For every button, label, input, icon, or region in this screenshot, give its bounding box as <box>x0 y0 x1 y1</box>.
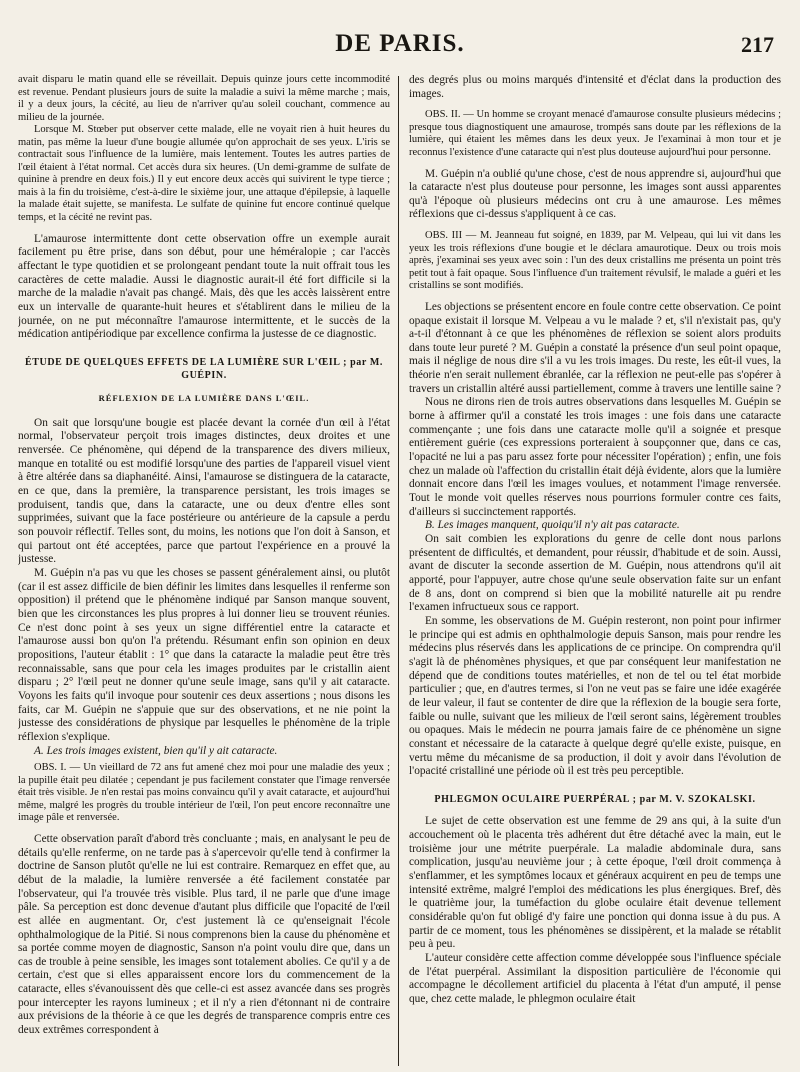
paragraph: Le sujet de cette observation est une femme de 29 ans qui, à la suite d'un accouchement où le placenta très adhérent dut être détaché avec la main, eut le troisième jour une métrite puerpérale. La maladie abdominale dura, sans complication, jusqu'au neuvième jour ; à cette époque, l'œil droit commença à s'enflammer, et les symptômes locaux et généraux acquirent en peu de temps une intensité extrême, malgré l'emploi des médications les plus énergiques. Bref, dès le quatrième jour, la tuméfaction du globe oculaire était devenue tellement considérable qu'on fut obligé d'y faire une ponction qui donna issue à du pus. A partir de ce moment, tous les phénomènes se dissipèrent, et la malade se rétablit peu à peu. <box>409 815 781 951</box>
paragraph: Cette observation paraît d'abord très concluante ; mais, en analysant le peu de détails qu'elle renferme, on ne tarde pas à s'apercevoir qu'elle tend à confirmer la doctrine de Sanson plutôt qu'elle ne lui est contraire. Remarquez en effet que, au début de la maladie, la lumière renversée a été facilement constatée par l'observateur, qui l'a trouvée très visible. Plus tard, il ne parle que d'une image pâle. Sa perception est donc devenue d'autant plus difficile que l'opacité de l'œil est allée en augmentant. Or, c'est justement là ce qu'enseignait l'école ophthalmologique de la Pitié. Si nous comprenons bien la cause du phénomène et sa portée comme moyen de diagnostic, Sanson n'a point voulu dire que, dans un cas de trouble à peine sensible, les images sont totalement abolies. Ce qu'il y a de certain, c'est que si elles apparaissent encore lors du commencement de la cataracte, elles s'évanouissent dès que celle-ci est assez avancée dans ses progrès pour intercepter les rayons lumineux ; et il n'y a rien d'étonnant ni de contraire aux prévisions de la théorie à ce que les degrés de transparence compris entre ces deux extrêmes correspondent à <box>18 832 390 1037</box>
observation: OBS. I. — Un vieillard de 72 ans fut amené chez moi pour une maladie des yeux ; la pupille était peu dilatée ; cependant je pus facilement constater que l'image renversée était très visible. Je n'en restai pas moins convaincu qu'il y avait cataracte, et aujourd'hui même, malgré les progrès du trouble intérieur de l'œil, l'on peut encore reconnaître une image pâle et renversée. <box>18 762 390 824</box>
paragraph: M. Guépin n'a pas vu que les choses se passent généralement ainsi, ou plutôt (car il est assez difficile de bien définir les limites dans lesquelles il renferme son opposition) il prétend que le phénomène indiqué par Sanson manque souvent, bien que les circonstances les plus propres à lui donner lieu se trouvent réunies. Ce n'est donc point à ses yeux un signe différentiel entre la cataracte et l'amaurose aussi bon qu'on l'a prétendu. Résumant enfin son opinion en deux propositions, l'auteur établit : 1° que dans la cataracte la maladie peut être très reconnaissable, sans que pour cela les images produites par le cristallin aient disparu ; 2° l'œil peut ne donner qu'une seule image, sans qu'il y ait cataracte. Voyons les faits qu'il invoque pour soutenir ces deux assertions ; nous disons les faits, car M. Guépin ne s'appuie que sur des observations, et ne nie point la justesse des considérations de physique par lesquelles le phénomène de la triple réflexion s'explique. <box>18 567 390 743</box>
paragraph: En somme, les observations de M. Guépin resteront, non point pour infirmer le principe qui est admis en ophthalmologie depuis Sanson, mais pour rendre les médecins plus réservés dans les applications de ce principe. On comprendra qu'il s'agit là de phénomènes physiques, et que par conséquent leur manifestation ne dépend que de conditions toutes matérielles, et non de tel ou tel état morbide particulier ; que, en d'autres termes, si l'on ne veut pas se faire une idée exagérée de leur valeur, il faut se contenter de dire que la réflexion de la bougie sera forte, faible ou nulle, suivant que les milieux de l'œil seront sains, légèrement troubles ou opaques. Mais le médecin ne pourra jamais faire de ce phénomène un signe constant et nécessaire de la cataracte à quelque degré qu'elle existe, puisque, en vertu même du mécanisme de sa production, il doit y avoir dans l'évolution de l'opacité cristalliné une période où il est très peu perceptible. <box>409 614 781 778</box>
subsection-heading: A. Les trois images existent, bien qu'il y ait cataracte. <box>34 744 278 757</box>
article-title: PHLEGMON OCULAIRE PUERPÉRAL ; par M. V. SZOKALSKI. <box>434 793 756 805</box>
article-title: ÉTUDE DE QUELQUES EFFETS DE LA LUMIÈRE SUR L'ŒIL ; par M. GUÉPIN. <box>25 356 383 382</box>
page-header <box>18 0 782 64</box>
left-column <box>18 74 398 1066</box>
observation: OBS. II. — Un homme se croyant menacé d'amaurose consulte plusieurs médecins ; presque tous diagnostiquent une amaurose, trompés sans doute par les réflexions de la lumière, qui étaient les mêmes dans les deux yeux. Je l'examinai à mon tour et je reconnus l'existence d'une cataracte qui n'est plus douteuse aujourd'hui pour personne. <box>409 109 781 158</box>
observation: OBS. III — M. Jeanneau fut soigné, en 1839, par M. Velpeau, qui lui vit dans les yeux les trois réflexions d'une bougie et le déclara amaurotique. Deux ou trois mois après, j'examinai ses yeux avec soin : l'un des deux cristallins me présenta un point très petit tout à fait opaque. Sous l'influence d'un traitement révulsif, le malade a guéri et les cristallins se sont modifiés. <box>409 230 781 292</box>
running-title: DE PARIS. <box>335 30 465 57</box>
right-column <box>399 74 781 1066</box>
paragraph: L'amaurose intermittente dont cette observation offre un exemple aurait facilement pu être prise, dans son début, pour une héméralopie ; car l'accès affectant le type quotidien et se prolongeant pendant toute la nuit offrait tous les caractères de cette maladie. Aussi le diagnostic aurait-il été fort difficile si la marche de la maladie n'avait pas changé. Mais, dès que les accès laissèrent entre eux un intervalle de quarante-huit heures et s'établirent dans le milieu de la journée, on ne put méconnaître l'amaurose intermittente, et le succès de la médication antipériodique par excellence confirma la justesse de ce diagnostic. <box>18 232 390 341</box>
paragraph: des degrés plus ou moins marqués d'intensité et d'éclat dans la production des images. <box>409 74 781 100</box>
paragraph: On sait que lorsqu'une bougie est placée devant la cornée d'un œil à l'état normal, l'observateur perçoit trois images distinctes, deux droites et une renversée. Ce phénomène, qui dépend de la transparence des divers milieux, manque en totalité ou est modifié lorsqu'une des parties de l'appareil visuel vient à être altérée dans sa diaphanéité. Ainsi, l'amaurose se distinguera de la cataracte, en ce que, dans la première, la transparence persistant, les trois images se produisent, tandis que, dans la cataracte, une ou deux d'entre elles sont supprimées, suivant que la face postérieure ou antérieure de la capsule a perdu son pouvoir réflectif. Telles sont, du moins, les notions que l'on doit à Sanson, et qui partout ont été acceptées, parce que partout l'expérience en a prouvé la justesse. <box>18 416 390 566</box>
two-column-body <box>18 74 782 1066</box>
article-subtitle: RÉFLEXION DE LA LUMIÈRE DANS L'ŒIL. <box>98 393 310 404</box>
subsection-heading: B. Les images manquent, quoiqu'il n'y ait pas cataracte. <box>425 519 680 532</box>
paragraph: Nous ne dirons rien de trois autres observations dans lesquelles M. Guépin se borne à affirmer qu'il a constaté les trois images : une fois dans une cataracte commençante ; une fois dans une cataracte molle qu'il a soignée et presque entièrement guérie (ces expressions porteraient à soupçonner que, dans ce cas, l'opacité ne lui a pas paru assez forte pour nécessiter l'opération) ; enfin, une fois chez un malade où l'affection du cristallin était déjà évidente, alors que la lumière donnait encore dans l'œil les images voulues, et notamment l'image renversée. Tout le monde voit quelles réserves nous pourrions formuler contre ces faits, d'ailleurs si succinctement rapportés. <box>409 396 781 518</box>
paragraph: M. Guépin n'a oublié qu'une chose, c'est de nous apprendre si, aujourd'hui que la cataracte n'est plus douteuse pour personne, les images sont aussi apparentes qu'à l'époque où plusieurs médecins ont cru à une amaurose. Les mêmes réflexions que ci-dessus s'appliquent à ce cas. <box>409 167 781 221</box>
paragraph: On sait combien les explorations du genre de celle dont nous parlons présentent de difficultés, et demandent, pour réussir, d'habitude et de soin. Aussi, avant de discuter la seconde assertion de M. Guépin, nous attendrons qu'il ait apporté, pour l'appuyer, autre chose qu'une seule observation faite sur un enfant de 8 ans, dont on comprend si bien que la mobilité naturelle ait pu rendre l'examen infructueux sous ce rapport. <box>409 533 781 614</box>
paragraph: L'auteur considère cette affection comme développée sous l'influence spéciale de l'état puerpéral. Assimilant la disposition particulière de l'économie qui accompagne le décollement artificiel du placenta à l'état d'un amputé, il pense que, chez cette malade, le phlegmon oculaire était <box>409 952 781 1006</box>
page-number: 217 <box>741 32 774 57</box>
paragraph: avait disparu le matin quand elle se réveillait. Depuis quinze jours cette incommodité est revenue. Pendant plusieurs jours de suite la maladie a suivi la même marche ; mais, il y a deux jours, la cécité, au lieu de n'arriver qu'au soleil couchant, commence au milieu de la journée. <box>18 74 390 123</box>
paragraph: Lorsque M. Stœber put observer cette malade, elle ne voyait rien à huit heures du matin, pas même la lueur d'une bougie allumée qu'on approchait de ses yeux. L'iris se contractait sous l'influence de la lumière, mais lentement. Toutes les autres parties de l'œil étaient à l'état normal. Cet accès dura six heures. (Un demi-gramme de sulfate de quinine à prendre en deux fois.) Il y eut encore deux accès qui suivirent le type tierce ; mais à la fin du troisième, c'est-à-dire le sixième jour, une attaque d'épilepsie, à laquelle la malade était sujette, se manifesta. Le sulfate de quinine fut encore continué quelque temps, et la cécité ne revint pas. <box>18 124 390 224</box>
paragraph: Les objections se présentent encore en foule contre cette observation. Ce point opaque existait il lorsque M. Velpeau a vu le malade ? et, s'il n'existait pas, qu'y a-t-il d'étonnant à ce que les phénomènes de réflexion se soient alors produits dans toute leur pureté ? M. Guépin a constaté la présence d'un seul point opaque, mais il néglige de nous dire s'il a vu les trois images. Du reste, les eût-il vues, la théorie n'en serait nullement ébranlée, car la réflexion ne peut-elle pas s'opérer à travers un cristallin altéré aussi partiellement, comme à travers une lentille saine ? <box>409 300 781 395</box>
